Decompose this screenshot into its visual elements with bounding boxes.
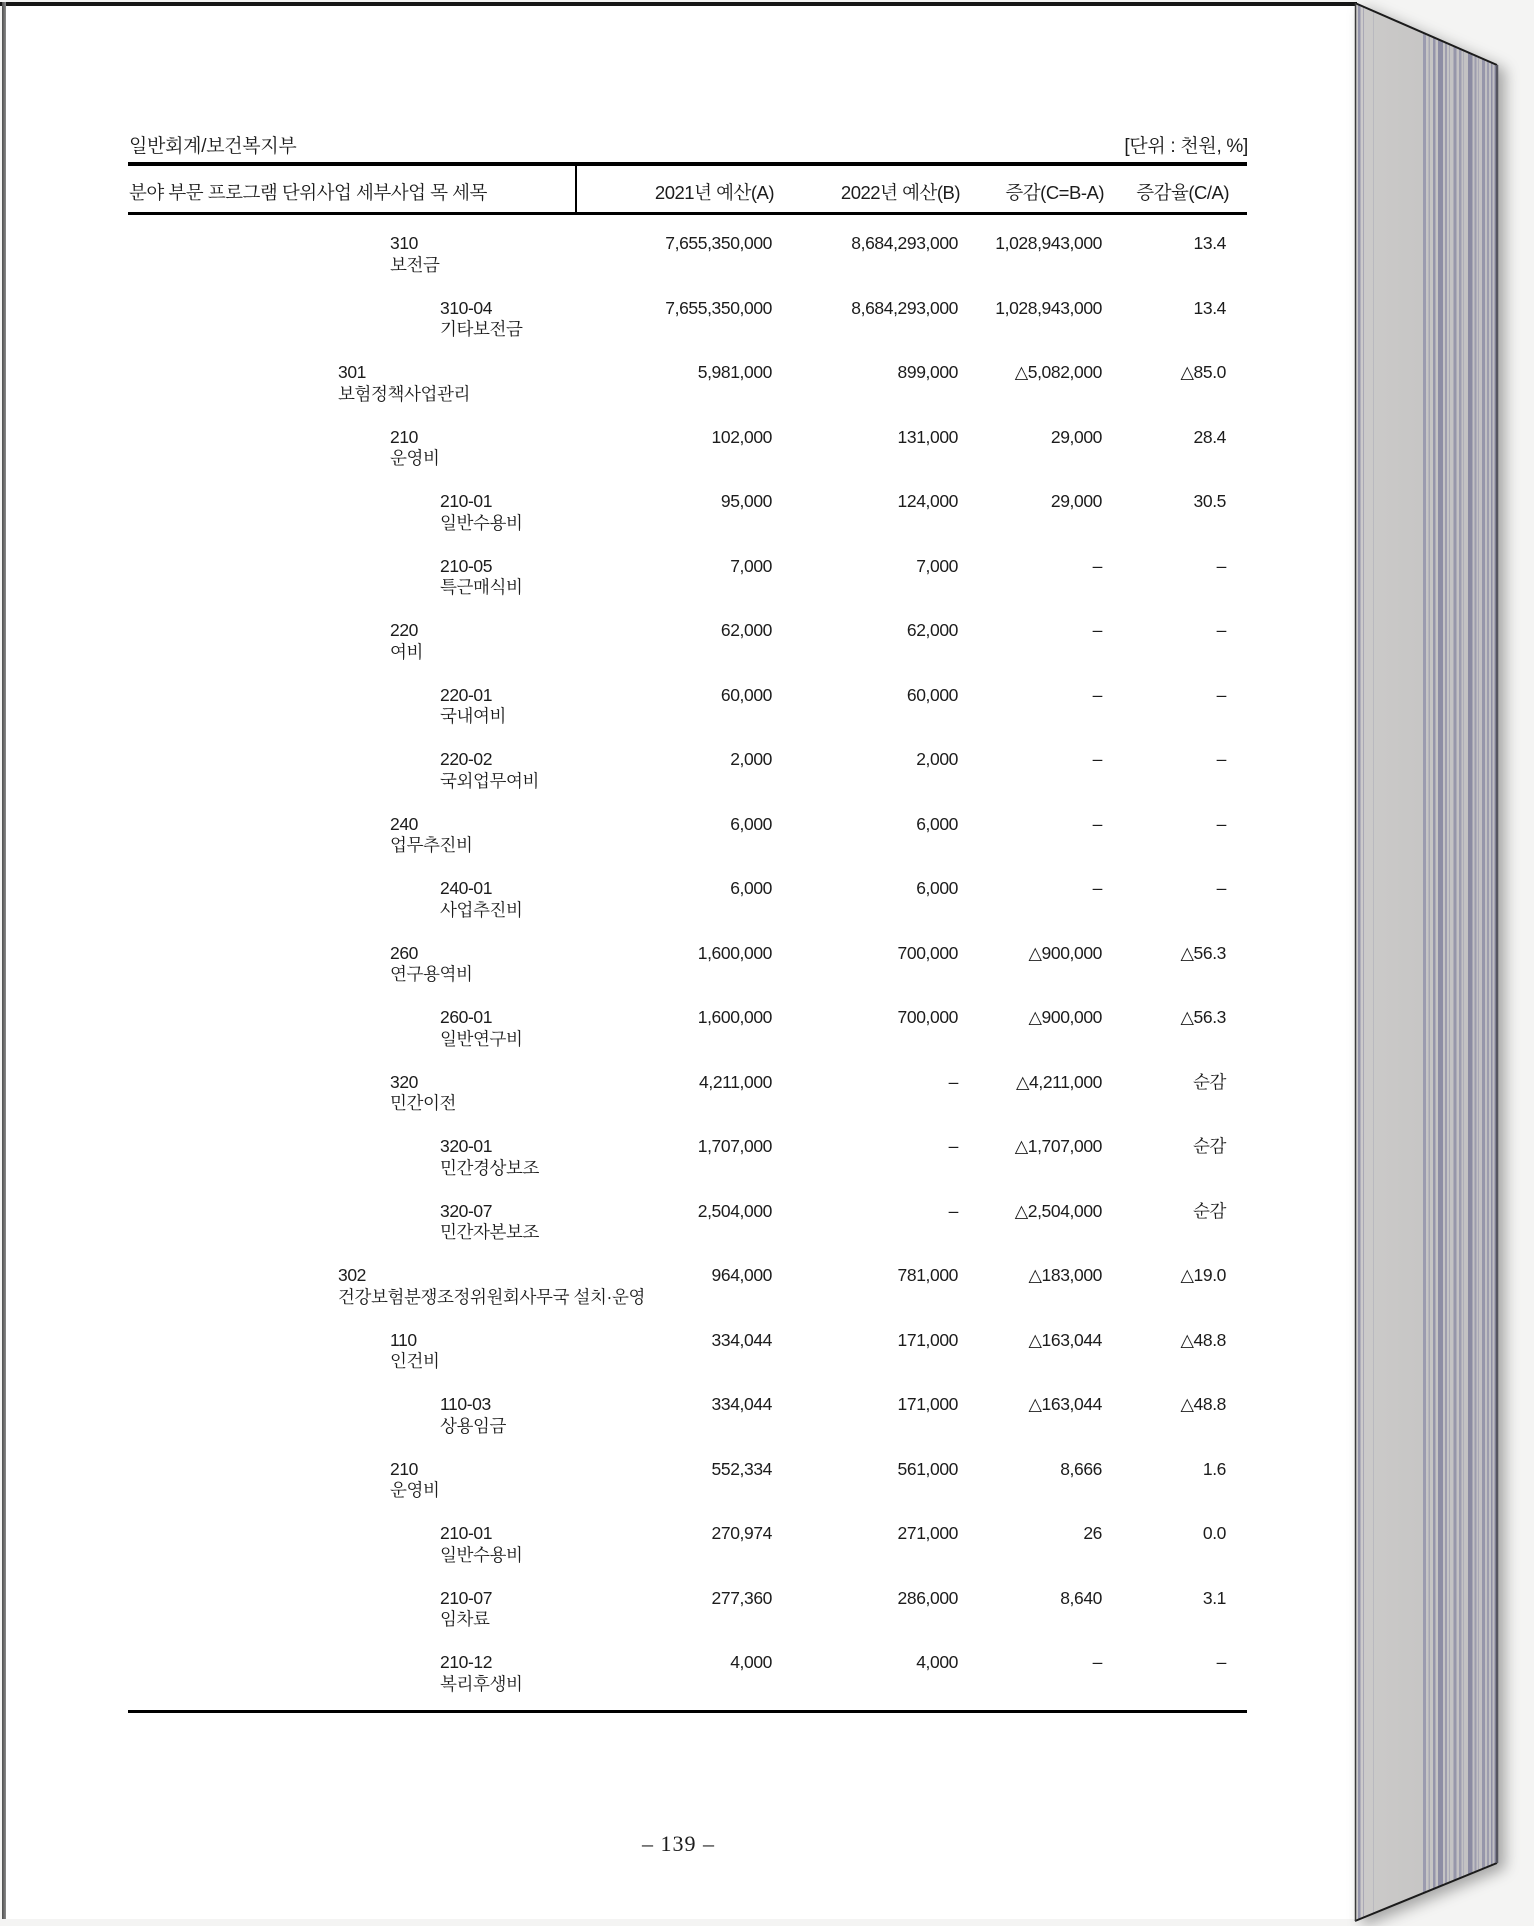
budget-2022-value: 60,000	[906, 684, 958, 705]
item-code: 260	[390, 942, 418, 963]
change-value: –	[1092, 749, 1102, 769]
table-row	[0, 362, 1534, 427]
item-code-label	[440, 491, 523, 534]
budget-2021-value: 270,974	[711, 1523, 772, 1543]
change-rate-value: △48.8	[1180, 1394, 1226, 1414]
budget-2021-value: 334,044	[711, 1394, 772, 1414]
budget-2022-value: 271,000	[897, 1523, 958, 1543]
change-value: △5,082,000	[1014, 362, 1102, 382]
item-label: 일반수용비	[440, 512, 523, 533]
item-code-label	[440, 1136, 539, 1179]
budget-2022-value: 131,000	[897, 426, 958, 447]
table-row	[0, 233, 1534, 298]
item-label: 복리후생비	[440, 1673, 523, 1694]
table-header-divider	[575, 162, 577, 215]
table-row	[0, 749, 1534, 814]
change-value: –	[1092, 555, 1102, 576]
item-code: 320	[390, 1071, 418, 1092]
item-code: 210	[390, 1458, 418, 1479]
item-code-label	[390, 1072, 456, 1115]
budget-2022-value: 899,000	[897, 362, 958, 382]
item-code-label	[390, 620, 423, 663]
budget-2021-value: 2,504,000	[697, 1200, 772, 1221]
budget-2021-value: 5,981,000	[697, 362, 772, 382]
item-code: 210-01	[440, 491, 493, 511]
item-code-label	[440, 1652, 523, 1695]
change-rate-value: △85.0	[1180, 362, 1226, 382]
item-label: 기타보전금	[440, 319, 523, 339]
item-label: 보전금	[390, 254, 440, 275]
table-row	[0, 1330, 1534, 1395]
item-code-label	[338, 362, 470, 405]
budget-2022-value: 124,000	[897, 491, 958, 511]
item-code: 240	[390, 813, 418, 834]
table-bottom-rule	[128, 1710, 1247, 1713]
item-code: 301	[338, 362, 366, 382]
item-code-label	[440, 878, 523, 921]
item-code: 210	[390, 426, 418, 447]
change-rate-value: 0.0	[1202, 1523, 1226, 1543]
item-code: 110-03	[440, 1394, 491, 1414]
table-row	[0, 427, 1534, 492]
change-rate-value: –	[1216, 749, 1226, 769]
change-value: –	[1092, 1652, 1102, 1672]
table-row	[0, 491, 1534, 556]
change-rate-value: –	[1216, 684, 1226, 705]
change-value: △163,044	[1028, 1329, 1102, 1350]
item-code-label	[440, 1394, 506, 1437]
change-rate-value: 3.1	[1202, 1587, 1226, 1608]
item-code: 240-01	[440, 878, 493, 898]
item-code: 260-01	[440, 1007, 493, 1027]
item-label: 일반연구비	[440, 1028, 523, 1049]
budget-2021-value: 334,044	[711, 1329, 772, 1350]
change-rate-value: △19.0	[1180, 1265, 1226, 1285]
item-code-label	[440, 1007, 523, 1050]
change-rate-value: 1.6	[1202, 1458, 1226, 1479]
page-number: – 139 –	[642, 1831, 715, 1856]
budget-2022-value: 171,000	[897, 1329, 958, 1350]
item-code-label	[390, 943, 473, 986]
item-code-label	[440, 1588, 492, 1631]
column-header-budget-2022: 2022년 예산(B)	[840, 182, 960, 203]
change-value: 1,028,943,000	[995, 297, 1102, 318]
change-value: 8,666	[1060, 1458, 1102, 1479]
budget-2021-value: 1,707,000	[697, 1136, 772, 1156]
item-code: 220	[390, 620, 418, 640]
table-row	[0, 620, 1534, 685]
budget-2021-value: 6,000	[730, 813, 772, 834]
change-rate-value: –	[1216, 813, 1226, 834]
budget-2021-value: 4,211,000	[699, 1071, 772, 1092]
budget-2022-value: 171,000	[897, 1394, 958, 1414]
column-header-change: 증감(C=B-A)	[1005, 182, 1104, 203]
change-value: –	[1092, 813, 1102, 834]
change-value: –	[1092, 684, 1102, 705]
change-value: △900,000	[1028, 942, 1102, 963]
table-row	[0, 1459, 1534, 1524]
budget-2022-value: –	[948, 1200, 958, 1221]
change-value: 8,640	[1060, 1587, 1102, 1608]
item-label: 민간경상보조	[440, 1157, 540, 1178]
item-label: 민간이전	[390, 1093, 457, 1113]
budget-2022-value: 561,000	[897, 1458, 958, 1479]
item-label: 여비	[390, 641, 424, 662]
table-row	[0, 1265, 1534, 1330]
item-code-label	[440, 298, 523, 341]
item-code: 210-01	[440, 1523, 493, 1543]
change-rate-value: –	[1216, 555, 1226, 576]
budget-2022-value: 6,000	[916, 878, 958, 898]
table-header-bottom-rule	[128, 212, 1247, 215]
unit-label: [단위 : 천원, %]	[1124, 136, 1248, 157]
scan-border-top	[0, 2, 1357, 6]
table-row	[0, 298, 1534, 363]
table-body	[0, 233, 1534, 1723]
table-row	[0, 1394, 1534, 1459]
table-row	[0, 943, 1534, 1008]
change-rate-value: △56.3	[1180, 942, 1226, 963]
item-label: 상용임금	[440, 1415, 507, 1436]
column-header-change-rate: 증감율(C/A)	[1136, 182, 1229, 203]
item-code: 310-04	[440, 297, 493, 318]
item-label: 국외업무여비	[440, 770, 540, 791]
table-row	[0, 1652, 1534, 1717]
table-row	[0, 814, 1534, 879]
table-row	[0, 1136, 1534, 1201]
item-code: 320-01	[440, 1136, 493, 1156]
item-code-label	[440, 685, 506, 728]
change-value: △183,000	[1028, 1265, 1102, 1285]
budget-2022-value: 4,000	[916, 1652, 958, 1672]
item-label: 민간자본보조	[440, 1222, 540, 1242]
table-row	[0, 1523, 1534, 1588]
change-value: –	[1092, 620, 1102, 640]
table-row	[0, 685, 1534, 750]
item-label: 보험정책사업관리	[338, 383, 471, 404]
budget-2022-value: 7,000	[916, 555, 958, 576]
budget-2021-value: 102,000	[711, 426, 772, 447]
budget-2022-value: 781,000	[897, 1265, 958, 1285]
budget-2022-value: –	[948, 1071, 958, 1092]
budget-2021-value: 1,600,000	[697, 942, 772, 963]
item-code-label	[440, 749, 539, 792]
change-value: –	[1092, 878, 1102, 898]
item-label: 임차료	[440, 1609, 490, 1629]
item-code: 210-07	[440, 1587, 493, 1608]
change-rate-value: 순감	[1192, 1200, 1226, 1221]
account-type-label: 일반회계/보건복지부	[129, 136, 297, 157]
budget-2022-value: 700,000	[897, 1007, 958, 1027]
change-value: 29,000	[1050, 491, 1102, 511]
budget-2021-value: 7,655,350,000	[665, 233, 772, 253]
budget-2021-value: 1,600,000	[697, 1007, 772, 1027]
change-value: △4,211,000	[1015, 1071, 1102, 1092]
item-label: 특근매식비	[440, 577, 523, 597]
item-code: 302	[338, 1265, 366, 1285]
change-value: 29,000	[1050, 426, 1102, 447]
item-code-label	[390, 1459, 440, 1502]
budget-2021-value: 2,000	[730, 749, 772, 769]
change-rate-value: –	[1216, 878, 1226, 898]
change-rate-value: 28.4	[1193, 426, 1226, 447]
item-code: 320-07	[440, 1200, 493, 1221]
table-row	[0, 1007, 1534, 1072]
item-label: 연구용역비	[390, 964, 473, 984]
book-page-edge	[1340, 0, 1534, 1926]
item-label: 사업추진비	[440, 899, 523, 920]
item-code: 220-02	[440, 749, 493, 769]
table-row	[0, 1201, 1534, 1266]
budget-2021-value: 7,000	[730, 555, 772, 576]
table-top-rule	[128, 162, 1247, 166]
item-label: 운영비	[390, 1480, 440, 1500]
change-value: 1,028,943,000	[995, 233, 1102, 253]
item-code-label	[390, 814, 473, 857]
change-rate-value: △48.8	[1180, 1329, 1226, 1350]
budget-2022-value: 2,000	[916, 749, 958, 769]
change-rate-value: –	[1216, 1652, 1226, 1672]
budget-2022-value: 700,000	[897, 942, 958, 963]
budget-2021-value: 60,000	[720, 684, 772, 705]
change-rate-value: 순감	[1192, 1071, 1226, 1092]
budget-2021-value: 95,000	[720, 491, 772, 511]
change-value: △163,044	[1028, 1394, 1102, 1414]
item-label: 국내여비	[440, 706, 507, 726]
item-code-label	[338, 1265, 645, 1308]
item-code: 220-01	[440, 684, 493, 705]
budget-2021-value: 277,360	[711, 1587, 772, 1608]
item-label: 인건비	[390, 1351, 440, 1371]
table-row	[0, 878, 1534, 943]
table-row	[0, 556, 1534, 621]
budget-2022-value: 8,684,293,000	[851, 297, 958, 318]
item-code-label	[440, 1201, 539, 1244]
column-header-category: 분야 부문 프로그램 단위사업 세부사업 목 세목	[129, 182, 487, 203]
column-header-budget-2021: 2021년 예산(A)	[654, 182, 774, 203]
item-code: 210-12	[440, 1652, 493, 1672]
budget-2022-value: 6,000	[916, 813, 958, 834]
item-label: 운영비	[390, 448, 440, 468]
change-rate-value: 13.4	[1193, 297, 1226, 318]
change-rate-value: 13.4	[1193, 233, 1226, 253]
table-row	[0, 1588, 1534, 1653]
item-code: 310	[390, 233, 418, 253]
budget-2022-value: –	[948, 1136, 958, 1156]
item-code: 210-05	[440, 555, 493, 576]
item-label: 일반수용비	[440, 1544, 523, 1565]
change-rate-value: 30.5	[1193, 491, 1226, 511]
budget-2021-value: 964,000	[711, 1265, 772, 1285]
item-label: 건강보험분쟁조정위원회사무국 설치·운영	[338, 1286, 645, 1307]
change-value: △900,000	[1028, 1007, 1102, 1027]
budget-2021-value: 62,000	[720, 620, 772, 640]
item-code-label	[390, 233, 440, 276]
budget-2022-value: 62,000	[906, 620, 958, 640]
change-value: 26	[1083, 1523, 1102, 1543]
budget-2022-value: 286,000	[897, 1587, 958, 1608]
budget-2022-value: 8,684,293,000	[851, 233, 958, 253]
change-rate-value: △56.3	[1180, 1007, 1226, 1027]
budget-2021-value: 4,000	[730, 1652, 772, 1672]
item-label: 업무추진비	[390, 835, 473, 855]
budget-2021-value: 552,334	[711, 1458, 772, 1479]
item-code-label	[390, 1330, 440, 1373]
item-code: 110	[390, 1329, 417, 1350]
change-value: △2,504,000	[1014, 1200, 1102, 1221]
change-rate-value: –	[1216, 620, 1226, 640]
budget-2021-value: 6,000	[730, 878, 772, 898]
change-value: △1,707,000	[1014, 1136, 1102, 1156]
item-code-label	[440, 1523, 523, 1566]
table-row	[0, 1072, 1534, 1137]
budget-2021-value: 7,655,350,000	[665, 297, 772, 318]
change-rate-value: 순감	[1192, 1136, 1226, 1156]
item-code-label	[440, 556, 523, 599]
item-code-label	[390, 427, 440, 470]
